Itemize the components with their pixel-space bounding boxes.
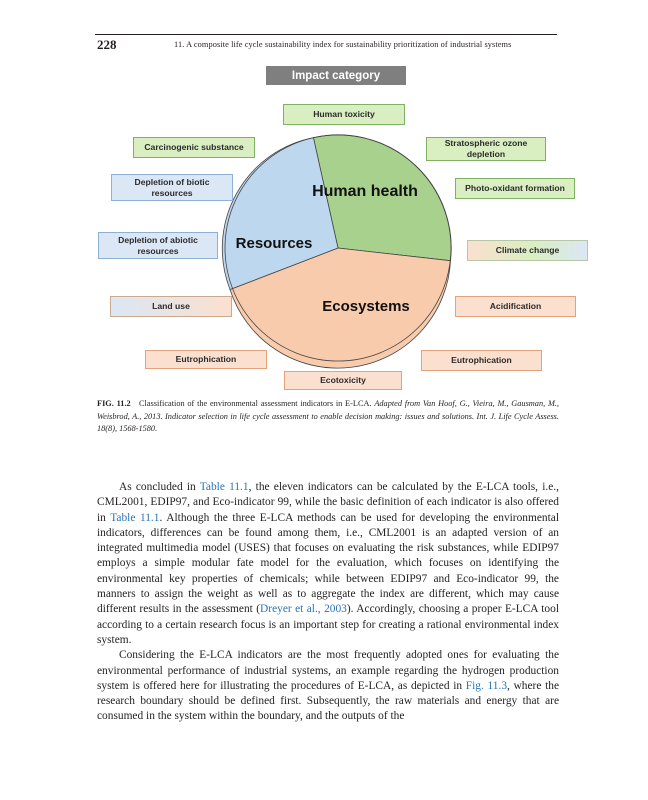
box-abiotic-resources — [98, 232, 218, 259]
paragraph-1 — [97, 480, 559, 648]
box-photo-oxidant-label: Photo-oxidant formation — [465, 183, 565, 194]
box-climate-change-label: Climate change — [495, 245, 560, 256]
sector-label-human-health: Human health — [312, 183, 418, 200]
sector-label-ecosystems: Ecosystems — [322, 298, 410, 315]
box-stratospheric-ozone — [426, 137, 546, 161]
fig-11-3-link[interactable]: Fig. 11.3 — [465, 679, 508, 692]
box-carcinogenic-label: Carcinogenic substance — [144, 142, 244, 153]
paragraph-2 — [97, 648, 559, 724]
p1-text-d: ). Accordingly, choosing a proper E-LCA tool according to a certain research focus is an important step for creating a rational environmental index system. — [97, 603, 559, 646]
p1-text-a: As concluded in — [119, 481, 200, 493]
box-eutrophication-right — [421, 350, 542, 371]
p1-text-b: , the eleven indicators can be calculated by the E-LCA tools, i.e., CML2001, EDIP97, and Eco-indicator 99, while the basic definition of each indicator is also offered in — [97, 481, 559, 524]
box-biotic-line2: resources — [151, 187, 193, 198]
box-biotic-line1: Depletion of biotic — [134, 176, 210, 187]
box-eutrophication-left — [145, 350, 267, 369]
running-head: 11. A composite life cycle sustainability index for sustainability prioritization of industrial systems — [174, 40, 512, 49]
box-stratospheric-line1: Stratospheric ozone — [444, 138, 528, 149]
box-biotic-resources — [111, 174, 233, 201]
box-human-toxicity — [283, 104, 405, 125]
figure-title-text: Impact category — [291, 69, 381, 82]
box-photo-oxidant — [455, 178, 575, 199]
page-number: 228 — [97, 37, 117, 52]
caption-label: FIG. 11.2 — [97, 399, 131, 408]
box-acidification-label: Acidification — [489, 301, 542, 312]
box-land-use-label: Land use — [152, 301, 190, 312]
box-abiotic-line2: resources — [137, 245, 179, 256]
box-eutrophication-left-label: Eutrophication — [175, 354, 237, 365]
sector-label-resources: Resources — [235, 235, 313, 252]
p2-text-a: Considering the E-LCA indicators are the most frequently adopted ones for evaluating the environmental performance of industrial systems, an example regarding the hydrogen production system is offered here for illustrating the procedures of E-LCA, as depicted in — [97, 649, 559, 692]
box-acidification — [455, 296, 576, 317]
box-ecotoxicity-label: Ecotoxicity — [320, 375, 366, 386]
caption-text: Classification of the environmental assessment indicators in E-LCA. — [139, 399, 372, 408]
figure-caption — [97, 398, 559, 436]
table-11-1-link[interactable]: Table 11.1 — [199, 481, 249, 493]
box-abiotic-line1: Depletion of abiotic — [118, 234, 198, 245]
box-climate-change — [467, 240, 588, 261]
box-carcinogenic-substance — [133, 137, 255, 158]
caption-source: Adapted from Van Hoof, G., Vieira, M., Gausman, M., Weisbrod, A., 2013. Indicator selection in life cycle assessment to enable decision making: issues and solutions. Int. J. Life Cycle Assess. 18(8), 1568-1580. — [97, 399, 560, 433]
box-land-use — [110, 296, 232, 317]
p1-text-c: . Although the three E-LCA methods can be used for developing the environmental indicators, differences can be found among them, i.e., CML2001 is an adapted version of an integrated multimedia model (USES) that focuses on evaluating the risk substances, while EDIP97 employs a simple modular fate model for the evaluation, which focuses on identifying the environmental key properties of chemicals; while between EDIP97 and Eco-indicator 99, the manners to assign the weight as well as to aggregate the index are different, which may cause different results in the assessment ( — [97, 511, 559, 616]
dreyer-2003-link[interactable]: Dreyer et al., 2003 — [260, 603, 347, 616]
box-ecotoxicity — [284, 371, 402, 390]
box-human-toxicity-label: Human toxicity — [313, 109, 375, 120]
body-text — [97, 480, 559, 725]
table-11-1-link-2[interactable]: Table 11.1 — [110, 511, 160, 524]
box-eutrophication-right-label: Eutrophication — [451, 355, 512, 366]
p2-text-b: , where the research boundary should be defined first. Subsequently, the raw materials and energy that are consumed in the system within the boundary, and the outputs of the — [97, 679, 559, 723]
box-stratospheric-line2: depletion — [466, 149, 506, 159]
